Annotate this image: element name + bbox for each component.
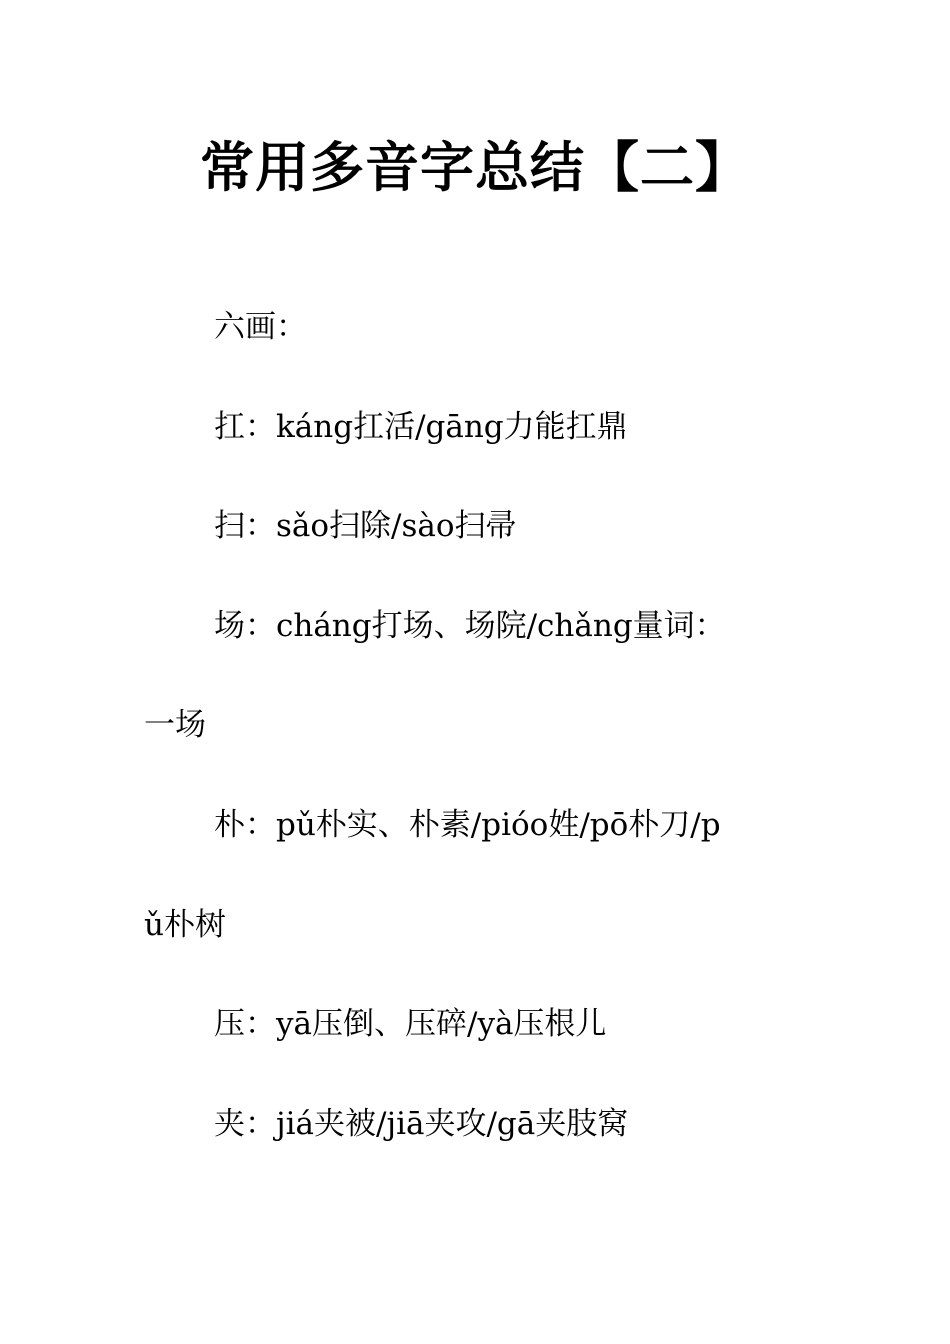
- entry-line-ya: 压：yā压倒、压碎/yà压根儿: [214, 1006, 607, 1042]
- entry-line-chang: 场：cháng打场、场院/chǎng量词：: [214, 608, 726, 644]
- entry-line-chang-continued: 一场: [144, 707, 206, 743]
- entry-line-sao: 扫：sǎo扫除/sào扫帚: [214, 508, 517, 544]
- section-heading: 六画：: [214, 309, 307, 345]
- entry-line-pu: 朴：pǔ朴实、朴素/pióo姓/pō朴刀/p: [214, 807, 721, 843]
- entry-line-kang: 扛：káng扛活/gāng力能扛鼎: [214, 409, 628, 445]
- entry-line-jia: 夹：jiá夹被/jiā夹攻/gā夹肢窝: [214, 1106, 629, 1142]
- entry-line-pu-continued: ǔ朴树: [144, 907, 226, 943]
- page-title: 常用多音字总结【二】: [200, 136, 750, 199]
